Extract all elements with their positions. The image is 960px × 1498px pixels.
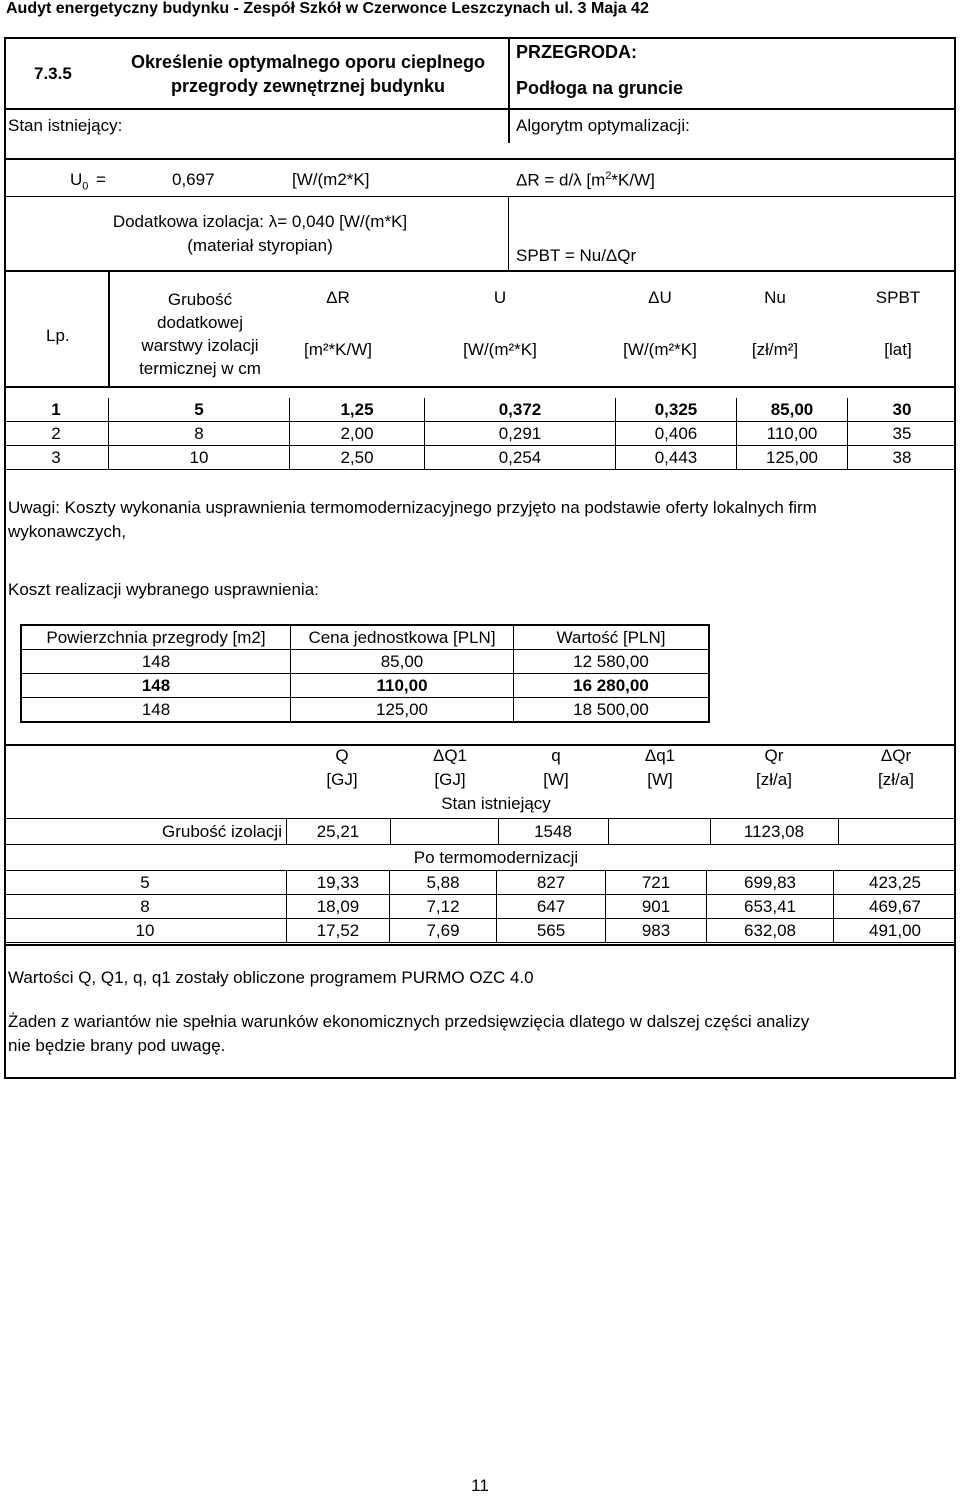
cell-du: 0,406 [616,422,737,446]
cell-dr: 1,25 [290,398,425,422]
cell-du: 0,325 [616,398,737,422]
program-note: Wartości Q, Q1, q, q1 zostały obliczone programem PURMO OZC 4.0 [8,968,534,987]
cost-table [20,624,710,723]
t3-dq1w: 901 [606,895,707,919]
cell-u: 0,291 [425,422,616,446]
cell-u: 0,254 [425,446,616,470]
cell-lp: 3 [4,446,109,470]
t3-qr: 632,08 [707,919,834,943]
t3-qr: 653,41 [707,895,834,919]
table-row [21,674,709,698]
t3-qr: 699,83 [707,871,834,895]
t3-after-label: Po termomodernizacji [413,848,579,867]
col-thickness-2: dodatkowej [156,313,243,332]
table-row [4,919,956,943]
col-dr-unit: [m²*K/W] [304,340,372,359]
cost-value: 16 280,00 [514,674,710,698]
col-thickness [110,288,290,380]
section-title-line2: przegrody zewnętrznej budynku [170,76,446,96]
t3-dq1: 5,88 [390,871,497,895]
u0-subscript: 0 [82,180,89,193]
u0-value: 0,697 [172,170,215,189]
t3-u-dq1w: [W] [647,770,673,789]
t3-current-row-label: Grubość izolacji [162,822,282,841]
cell-thickness: 8 [109,422,290,446]
t3-current-qr: 1123,08 [743,822,805,841]
t3-qw: 565 [497,919,606,943]
col-dr: ΔR [326,288,350,307]
cell-nu: 125,00 [737,446,848,470]
t3-q: 17,52 [287,919,390,943]
t3-dq1w: 983 [606,919,707,943]
col-u: U [493,288,507,307]
energy-table [4,870,956,943]
cell-spbt: 35 [848,422,957,446]
t3-thickness: 10 [4,919,287,943]
cost-area: 148 [21,674,291,698]
delta-r-formula-text: ΔR = d/λ [m [516,170,606,190]
cell-u: 0,372 [425,398,616,422]
t3-h-dqr: ΔQr [880,746,912,765]
table-row [4,895,956,919]
col-spbt-unit: [lat] [884,340,912,359]
cell-thickness: 10 [109,446,290,470]
cell-lp: 1 [4,398,109,422]
u0-unit: [W/(m2*K] [292,170,370,189]
algorithm-label: Algorytm optymalizacji: [516,116,690,135]
t3-qw: 827 [497,871,606,895]
t3-u-q: [GJ] [326,770,358,789]
t3-h-dq1w: Δq1 [644,746,676,765]
cost-price: 85,00 [291,650,514,674]
t3-thickness: 8 [4,895,287,919]
table-row [4,871,956,895]
cell-spbt: 38 [848,446,957,470]
col-thickness-3: warstwy izolacji [141,336,259,355]
t3-thickness: 5 [4,871,287,895]
t3-u-qw: [W] [543,770,569,789]
table-row [4,422,956,446]
t3-dq1: 7,69 [390,919,497,943]
col-nu-unit: [zł/m²] [751,340,799,359]
cost-value: 18 500,00 [514,698,710,723]
page-number: 11 [471,1476,489,1495]
conclusion-line2: nie będzie brany pod uwagę. [8,1036,226,1055]
remark-text: Uwagi: Koszty wykonania usprawnienia termomodernizacyjnego przyjęto na podstawie oferty lokalnych firm [8,498,817,517]
insulation-line2: (materiał styropian) [187,236,333,255]
t3-h-q: Q [335,746,349,765]
t3-q: 19,33 [287,871,390,895]
cost-value: 12 580,00 [514,650,710,674]
cost-area: 148 [21,650,291,674]
col-spbt: SPBT [875,288,921,307]
cell-lp: 2 [4,422,109,446]
col-du: ΔU [648,288,672,307]
cost-title: Koszt realizacji wybranego usprawnienia: [8,580,319,599]
partition-label: PRZEGRODA: [516,42,637,62]
table-row [4,446,956,470]
t3-h-qr: Qr [764,746,784,765]
cost-area: 148 [21,698,291,723]
cost-header-area: Powierzchnia przegrody [m2] [21,625,291,650]
t3-dqr: 423,25 [834,871,957,895]
partition-name: Podłoga na gruncie [516,78,684,98]
delta-r-formula [516,170,655,191]
delta-r-sup: 2 [605,170,612,182]
cost-price: 125,00 [291,698,514,723]
t3-dqr: 469,67 [834,895,957,919]
table-row [21,698,709,723]
table-row [21,650,709,674]
current-state-label: Stan istniejący: [8,116,123,135]
u0-label [70,170,88,192]
spbt-formula: SPBT = Nu/ΔQr [516,246,637,265]
cell-thickness: 5 [109,398,290,422]
t3-dq1: 7,12 [390,895,497,919]
t3-u-dqr: [zł/a] [878,770,914,789]
u0-symbol: U [70,170,83,189]
col-du-unit: [W/(m²*K] [623,340,697,359]
results-table [4,398,956,470]
t3-h-dq1: ΔQ1 [432,746,468,765]
cell-dr: 2,00 [290,422,425,446]
cell-nu: 85,00 [737,398,848,422]
cost-header-value: Wartość [PLN] [514,625,710,650]
conclusion-line1: Żaden z wariantów nie spełnia warunków ekonomicznych przedsięwzięcia dlatego w dalszej części analizy [8,1012,810,1031]
t3-qw: 647 [497,895,606,919]
delta-r-tail: *K/W] [611,170,655,190]
t3-current-q: 25,21 [316,822,360,841]
cell-du: 0,443 [616,446,737,470]
cell-spbt: 30 [848,398,957,422]
t3-current-qw: 1548 [534,822,572,841]
col-lp: Lp. [46,326,70,345]
insulation-line1: Dodatkowa izolacja: λ= 0,040 [W/(m*K] [112,212,408,231]
col-u-unit: [W/(m²*K] [463,340,537,359]
cell-nu: 110,00 [737,422,848,446]
col-thickness-4: termicznej w cm [139,359,261,378]
running-title: Audyt energetyczny budynku - Zespół Szkół w Czerwonce Leszczynach ul. 3 Maja 42 [6,0,649,17]
section-title-line1: Określenie optymalnego oporu cieplnego [130,52,486,72]
t3-dq1w: 721 [606,871,707,895]
t3-u-qr: [zł/a] [756,770,792,789]
col-thickness-1: Grubość [167,290,233,309]
table-row [21,625,709,650]
t3-h-qw: q [551,746,561,765]
table-row [4,398,956,422]
t3-q: 18,09 [287,895,390,919]
cost-header-price: Cena jednostkowa [PLN] [291,625,514,650]
t3-u-dq1: [GJ] [434,770,466,789]
cell-dr: 2,50 [290,446,425,470]
remark-text-cont: wykonawczych, [8,522,127,541]
section-number: 7.3.5 [34,64,72,83]
t3-dqr: 491,00 [834,919,957,943]
col-nu: Nu [764,288,786,307]
t3-current-label: Stan istniejący [441,794,551,813]
cost-price: 110,00 [291,674,514,698]
u0-equals: = [96,170,106,189]
